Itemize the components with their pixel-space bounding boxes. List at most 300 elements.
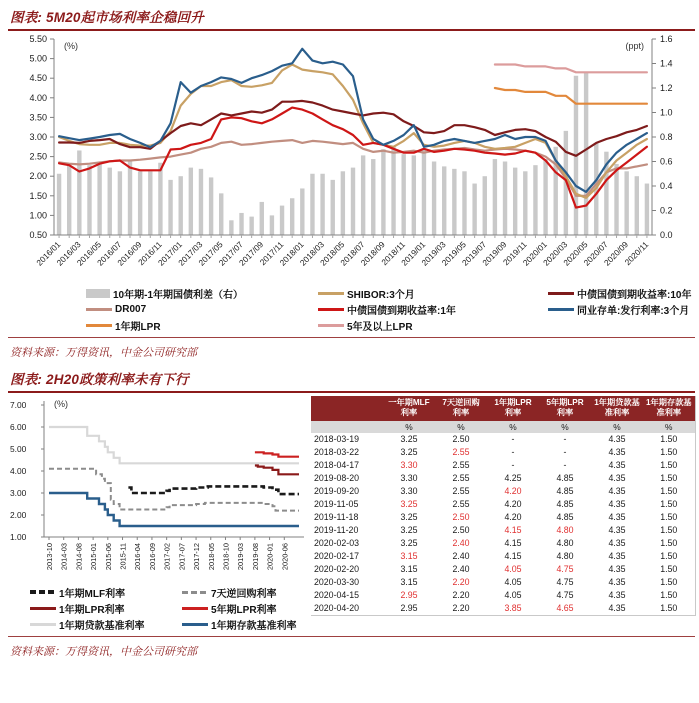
value-cell: 4.35 xyxy=(608,447,626,457)
legend-item xyxy=(318,301,548,317)
svg-text:0.6: 0.6 xyxy=(660,156,673,167)
policy-rates-table xyxy=(311,396,696,616)
svg-text:4.00: 4.00 xyxy=(29,92,47,103)
legend-label: 5年期LPR利率 xyxy=(211,604,277,616)
series-lpr1y xyxy=(495,88,647,104)
svg-text:2018/03: 2018/03 xyxy=(297,239,327,268)
svg-text:2.00: 2.00 xyxy=(29,171,47,182)
svg-text:1.50: 1.50 xyxy=(29,190,47,201)
svg-text:2019/07: 2019/07 xyxy=(459,239,489,268)
legend-swatch-mlf xyxy=(30,590,56,594)
table-row xyxy=(311,537,695,550)
value-cell: 4.35 xyxy=(608,577,626,587)
value-cell: 1.50 xyxy=(660,434,678,444)
value-cell: 4.75 xyxy=(556,590,574,600)
legend-item xyxy=(86,285,318,301)
divider xyxy=(8,337,695,338)
legend-swatch-bar xyxy=(86,289,110,298)
spread-bar xyxy=(300,188,304,235)
spread-bar xyxy=(108,168,112,235)
legend-label: 7天逆回购利率 xyxy=(211,588,277,600)
date-cell: 2019-11-05 xyxy=(314,499,359,509)
svg-text:2018/05: 2018/05 xyxy=(317,239,347,268)
value-cell: 4.35 xyxy=(608,564,626,574)
date-cell: 2020-03-30 xyxy=(314,577,359,587)
value-cell: 2.50 xyxy=(452,434,470,444)
column-header: 5年期LPR 利率 xyxy=(539,396,591,421)
figure2-source: 资料来源：万得资讯，中金公司研究部 xyxy=(10,646,197,658)
value-cell: 2.95 xyxy=(400,590,418,600)
svg-text:2016/07: 2016/07 xyxy=(95,239,124,268)
spread-bar xyxy=(401,154,405,235)
svg-text:2014-03: 2014-03 xyxy=(59,543,69,571)
series-deposit_bench xyxy=(49,493,299,526)
value-cell: 4.20 xyxy=(504,499,522,509)
spread-bar xyxy=(280,206,284,235)
value-cell: 3.25 xyxy=(400,447,418,457)
spread-bar xyxy=(422,149,426,235)
value-cell: 4.85 xyxy=(556,499,574,509)
svg-text:5.00: 5.00 xyxy=(10,444,27,454)
legend-item xyxy=(318,317,548,333)
market-rates-chart xyxy=(8,31,695,283)
value-cell: 2.50 xyxy=(452,512,470,522)
column-header xyxy=(311,396,383,421)
date-cell: 2019-11-20 xyxy=(314,525,359,535)
value-cell: 4.65 xyxy=(556,603,574,613)
legend-label: 1年期贷款基准利率 xyxy=(59,620,145,632)
legend-label: 同业存单:发行利率:3个月 xyxy=(577,305,690,317)
svg-text:3.50: 3.50 xyxy=(29,112,47,123)
spread-bar xyxy=(219,193,223,235)
spread-bar xyxy=(635,176,639,235)
date-cell: 2020-02-03 xyxy=(314,538,359,548)
legend-item xyxy=(30,616,182,632)
spread-bar xyxy=(178,176,182,235)
table-row xyxy=(311,498,695,511)
svg-text:0.50: 0.50 xyxy=(29,230,47,240)
legend-label: 1年期存款基准利率 xyxy=(211,620,297,632)
date-cell: 2019-08-20 xyxy=(314,473,359,483)
svg-text:(%): (%) xyxy=(64,41,78,51)
value-cell: 3.15 xyxy=(400,551,418,561)
market-rates-legend xyxy=(8,285,695,333)
spread-bar xyxy=(462,171,466,235)
spread-bar xyxy=(472,184,476,235)
legend-item xyxy=(548,301,699,317)
spread-bar xyxy=(290,198,294,235)
svg-text:2019-03: 2019-03 xyxy=(236,543,246,571)
svg-text:0.0: 0.0 xyxy=(660,230,673,240)
svg-text:2.00: 2.00 xyxy=(10,510,27,520)
spread-bar xyxy=(543,159,547,235)
value-cell: 1.50 xyxy=(660,447,678,457)
spread-bar xyxy=(361,155,365,235)
legend-swatch-cgb10y xyxy=(548,292,574,295)
value-cell: 1.50 xyxy=(660,564,678,574)
value-cell: 4.05 xyxy=(504,577,522,587)
spread-bar xyxy=(87,165,91,235)
svg-text:6.00: 6.00 xyxy=(10,422,27,432)
legend-item xyxy=(86,317,318,333)
value-cell: 1.50 xyxy=(660,512,678,522)
legend-swatch-lpr5y xyxy=(318,324,344,327)
value-cell: 1.50 xyxy=(660,590,678,600)
svg-text:2020-06: 2020-06 xyxy=(280,543,290,571)
value-cell: 1.50 xyxy=(660,486,678,496)
column-header: 7天逆回购 利率 xyxy=(435,396,487,421)
svg-text:2.50: 2.50 xyxy=(29,151,47,162)
svg-text:0.2: 0.2 xyxy=(660,205,673,216)
value-cell: 4.75 xyxy=(556,577,574,587)
spread-bar xyxy=(158,163,162,235)
svg-text:1.0: 1.0 xyxy=(660,107,673,118)
value-cell: 3.15 xyxy=(400,577,418,587)
table-row xyxy=(311,485,695,498)
figure1-title: 图表: 5M20起市场利率企稳回升 xyxy=(10,10,204,25)
value-cell: - xyxy=(511,447,515,457)
svg-text:2018/01: 2018/01 xyxy=(277,239,306,268)
date-cell: 2020-02-20 xyxy=(314,564,359,574)
value-cell: 4.25 xyxy=(504,473,522,483)
svg-text:2019/09: 2019/09 xyxy=(480,239,509,268)
policy-rates-legend xyxy=(8,584,311,632)
svg-text:2016-04: 2016-04 xyxy=(133,543,143,571)
svg-text:2019/01: 2019/01 xyxy=(399,239,428,268)
value-cell: 3.25 xyxy=(400,499,418,509)
value-cell: 1.50 xyxy=(660,499,678,509)
figure2-title: 图表: 2H20政策利率未有下行 xyxy=(10,372,189,387)
policy-rates-chart-panel xyxy=(8,393,311,632)
spread-bar xyxy=(624,171,628,235)
svg-text:5.00: 5.00 xyxy=(29,53,47,64)
value-cell: - xyxy=(563,434,567,444)
legend-swatch-lpr1y_line xyxy=(30,607,56,610)
svg-text:2019/11: 2019/11 xyxy=(500,239,529,268)
value-cell: 2.20 xyxy=(452,590,470,600)
spread-bar xyxy=(118,171,122,235)
spread-bar xyxy=(148,171,152,235)
value-cell: 1.50 xyxy=(660,577,678,587)
date-cell: 2018-03-22 xyxy=(314,447,359,457)
value-cell: 1.50 xyxy=(660,473,678,483)
svg-text:2016/01: 2016/01 xyxy=(34,239,63,268)
value-cell: 2.40 xyxy=(452,551,470,561)
value-cell: 4.35 xyxy=(608,603,626,613)
table-row xyxy=(311,446,695,459)
spread-bar xyxy=(270,215,274,235)
svg-text:1.2: 1.2 xyxy=(660,83,673,93)
value-cell: 4.05 xyxy=(504,564,522,574)
svg-text:2013-10: 2013-10 xyxy=(45,543,54,571)
legend-item xyxy=(182,600,330,616)
svg-text:2019/05: 2019/05 xyxy=(439,239,468,268)
series-cgb10y xyxy=(59,101,647,156)
spread-bar xyxy=(331,180,335,235)
column-header: 1年期存款基 准利率 xyxy=(643,396,695,421)
svg-text:2018/07: 2018/07 xyxy=(338,239,367,268)
legend-swatch-lpr1y xyxy=(86,324,112,327)
value-cell: 2.55 xyxy=(452,486,470,496)
svg-text:2015-06: 2015-06 xyxy=(103,543,113,571)
svg-text:2015-11: 2015-11 xyxy=(118,543,128,570)
spread-bar xyxy=(584,72,588,235)
column-header: 1年期贷款基 准利率 xyxy=(591,396,643,421)
value-cell: 3.25 xyxy=(400,525,418,535)
value-cell: 4.35 xyxy=(608,538,626,548)
spread-bar xyxy=(442,166,446,235)
value-cell: 2.20 xyxy=(452,577,470,587)
legend-label: 1年期LPR利率 xyxy=(59,604,125,616)
svg-text:1.6: 1.6 xyxy=(660,34,673,44)
value-cell: 2.55 xyxy=(452,460,470,470)
table-row xyxy=(311,472,695,485)
svg-text:(ppt): (ppt) xyxy=(625,41,644,51)
value-cell: 2.40 xyxy=(452,564,470,574)
spread-bar xyxy=(523,171,527,235)
spread-bar xyxy=(209,177,213,235)
value-cell: 4.85 xyxy=(556,486,574,496)
spread-bar xyxy=(483,176,487,235)
value-cell: 3.30 xyxy=(400,473,418,483)
svg-text:1.4: 1.4 xyxy=(660,58,673,69)
legend-label: 中债国债到期收益率:1年 xyxy=(347,305,456,317)
svg-text:2018/09: 2018/09 xyxy=(358,239,387,268)
table-row xyxy=(311,511,695,524)
legend-label: 1年期MLF利率 xyxy=(59,588,126,600)
legend-label: SHIBOR:3个月 xyxy=(347,289,415,301)
spread-bar xyxy=(199,169,203,235)
value-cell: 2.40 xyxy=(452,538,470,548)
spread-bar xyxy=(128,162,132,236)
value-cell: 1.50 xyxy=(660,525,678,535)
svg-text:2017/03: 2017/03 xyxy=(176,239,205,268)
figure2 xyxy=(8,368,695,659)
table-row xyxy=(311,524,695,537)
spread-bar xyxy=(412,155,416,235)
spread-bar xyxy=(371,159,375,235)
svg-text:2017-02: 2017-02 xyxy=(162,543,172,571)
legend-swatch-cd3m xyxy=(548,308,574,311)
spread-bar xyxy=(533,165,537,235)
spread-bar xyxy=(645,184,649,235)
spread-bar xyxy=(614,164,618,235)
legend-item xyxy=(86,301,318,317)
spread-bar xyxy=(239,213,243,235)
legend-label: 1年期LPR xyxy=(115,321,161,333)
policy-rates-chart xyxy=(8,393,311,583)
value-cell: 3.30 xyxy=(400,486,418,496)
value-cell: 2.50 xyxy=(452,525,470,535)
spread-bar xyxy=(503,162,507,236)
date-cell: 2019-11-18 xyxy=(314,512,359,522)
svg-text:2017-12: 2017-12 xyxy=(192,543,202,571)
value-cell: 3.25 xyxy=(400,434,418,444)
value-cell: 1.50 xyxy=(660,551,678,561)
value-cell: 4.35 xyxy=(608,499,626,509)
date-cell: 2018-04-17 xyxy=(314,460,359,470)
svg-text:2020/11: 2020/11 xyxy=(622,239,651,268)
svg-text:2018-10: 2018-10 xyxy=(221,543,231,571)
value-cell: - xyxy=(563,447,567,457)
value-cell: 1.50 xyxy=(660,460,678,470)
figure1 xyxy=(8,6,695,360)
spread-bar xyxy=(320,174,324,235)
series-loan_bench xyxy=(49,427,299,463)
value-cell: 4.15 xyxy=(504,525,522,535)
legend-item xyxy=(30,600,182,616)
value-cell: 1.50 xyxy=(660,603,678,613)
svg-text:(%): (%) xyxy=(54,399,68,409)
value-cell: 4.35 xyxy=(608,551,626,561)
spread-bar xyxy=(513,168,517,235)
value-cell: 4.20 xyxy=(504,512,522,522)
series-lpr1y_line xyxy=(255,466,299,475)
legend-item xyxy=(30,584,182,600)
legend-label: 10年期-1年期国债利差（右） xyxy=(113,289,244,301)
figure2-body xyxy=(8,393,695,632)
svg-text:2018/11: 2018/11 xyxy=(379,239,408,268)
spread-bar xyxy=(189,168,193,235)
spread-bar xyxy=(341,171,345,235)
value-cell: 4.05 xyxy=(504,590,522,600)
figure1-source: 资料来源：万得资讯，中金公司研究部 xyxy=(10,347,197,359)
value-cell: 4.15 xyxy=(504,538,522,548)
svg-text:2016/09: 2016/09 xyxy=(115,239,144,268)
svg-text:1.00: 1.00 xyxy=(29,210,47,221)
svg-text:2015-01: 2015-01 xyxy=(89,543,99,571)
legend-item xyxy=(182,616,330,632)
spread-bar xyxy=(67,165,71,235)
legend-label: DR007 xyxy=(115,303,147,315)
svg-text:2019-08: 2019-08 xyxy=(250,543,260,571)
column-header: 一年期MLF 利率 xyxy=(383,396,435,421)
table-row xyxy=(311,433,695,446)
svg-text:2016/11: 2016/11 xyxy=(135,239,164,268)
spread-bar xyxy=(249,217,253,235)
legend-label: 5年及以上LPR xyxy=(347,321,413,333)
svg-text:2017/11: 2017/11 xyxy=(257,239,286,268)
value-cell: 2.55 xyxy=(452,447,470,457)
svg-text:2014-08: 2014-08 xyxy=(74,543,84,571)
svg-text:0.8: 0.8 xyxy=(660,132,673,142)
svg-text:2020-01: 2020-01 xyxy=(265,543,275,571)
legend-item xyxy=(548,285,699,301)
value-cell: 4.85 xyxy=(556,473,574,483)
value-cell: 2.55 xyxy=(452,499,470,509)
value-cell: 3.85 xyxy=(504,603,522,613)
value-cell: 1.50 xyxy=(660,538,678,548)
divider xyxy=(8,636,695,637)
value-cell: 3.15 xyxy=(400,564,418,574)
table-row xyxy=(311,576,695,589)
svg-text:2020/01: 2020/01 xyxy=(520,239,549,268)
value-cell: 4.35 xyxy=(608,434,626,444)
value-cell: - xyxy=(563,460,567,470)
svg-text:3.00: 3.00 xyxy=(10,488,27,498)
date-cell: 2020-04-20 xyxy=(314,603,359,613)
date-cell: 2020-04-15 xyxy=(314,590,359,600)
svg-text:2017/07: 2017/07 xyxy=(216,239,245,268)
value-cell: 3.25 xyxy=(400,512,418,522)
table-row xyxy=(311,459,695,472)
value-cell: 4.35 xyxy=(608,473,626,483)
date-cell: 2019-09-20 xyxy=(314,486,359,496)
spread-bar xyxy=(432,162,436,236)
unit-row: % % % % % % xyxy=(311,421,695,433)
policy-rates-table-panel xyxy=(311,396,696,616)
legend-item xyxy=(318,285,548,301)
legend-swatch-cgb1y xyxy=(318,308,344,311)
spread-bar xyxy=(381,149,385,235)
legend-swatch-dr007 xyxy=(86,308,112,311)
spread-bar xyxy=(229,220,233,235)
value-cell: - xyxy=(511,434,515,444)
svg-text:7.00: 7.00 xyxy=(10,400,27,410)
value-cell: 4.80 xyxy=(556,538,574,548)
date-cell: 2020-02-17 xyxy=(314,551,359,561)
spread-bar xyxy=(77,150,81,235)
series-mlf xyxy=(128,486,299,494)
column-header: 1年期LPR 利率 xyxy=(487,396,539,421)
legend-swatch-lpr5y_line xyxy=(182,607,208,610)
value-cell: 3.25 xyxy=(400,538,418,548)
svg-text:2017/01: 2017/01 xyxy=(155,239,185,268)
spread-bar xyxy=(351,168,355,235)
table-row xyxy=(311,550,695,563)
spread-bar xyxy=(97,164,101,235)
svg-text:2017/09: 2017/09 xyxy=(236,239,266,268)
value-cell: 2.95 xyxy=(400,603,418,613)
legend-label: 中债国债到期收益率:10年 xyxy=(577,289,692,301)
svg-text:2017/05: 2017/05 xyxy=(196,239,225,268)
spread-bar xyxy=(391,147,395,235)
svg-text:4.50: 4.50 xyxy=(29,73,47,84)
value-cell: 4.80 xyxy=(556,525,574,535)
svg-text:1.00: 1.00 xyxy=(10,532,27,542)
svg-text:3.00: 3.00 xyxy=(29,132,47,142)
svg-text:2019/03: 2019/03 xyxy=(419,239,448,268)
legend-swatch-loan_bench xyxy=(30,623,56,626)
svg-text:2018-05: 2018-05 xyxy=(206,543,216,571)
svg-text:2016-09: 2016-09 xyxy=(147,543,157,571)
spread-bar xyxy=(452,169,456,235)
svg-text:4.00: 4.00 xyxy=(10,466,27,476)
svg-text:0.4: 0.4 xyxy=(660,181,673,191)
spread-bar xyxy=(260,202,264,235)
table-row xyxy=(311,589,695,602)
spread-bar xyxy=(493,159,497,235)
value-cell: 4.35 xyxy=(608,486,626,496)
table-row xyxy=(311,563,695,576)
value-cell: - xyxy=(511,460,515,470)
value-cell: 4.35 xyxy=(608,512,626,522)
value-cell: 4.75 xyxy=(556,564,574,574)
svg-text:2016/03: 2016/03 xyxy=(54,239,83,268)
spread-bar xyxy=(310,174,314,235)
value-cell: 4.35 xyxy=(608,525,626,535)
series-lpr5y xyxy=(495,65,647,73)
svg-text:2020/03: 2020/03 xyxy=(540,239,570,268)
legend-item xyxy=(182,584,330,600)
legend-swatch-repo7d xyxy=(182,591,208,594)
svg-text:2017-07: 2017-07 xyxy=(177,543,187,571)
value-cell: 4.35 xyxy=(608,590,626,600)
svg-text:2020/07: 2020/07 xyxy=(581,239,610,268)
date-cell: 2018-03-19 xyxy=(314,434,359,444)
spread-bar xyxy=(57,174,61,235)
svg-text:2020/05: 2020/05 xyxy=(561,239,590,268)
